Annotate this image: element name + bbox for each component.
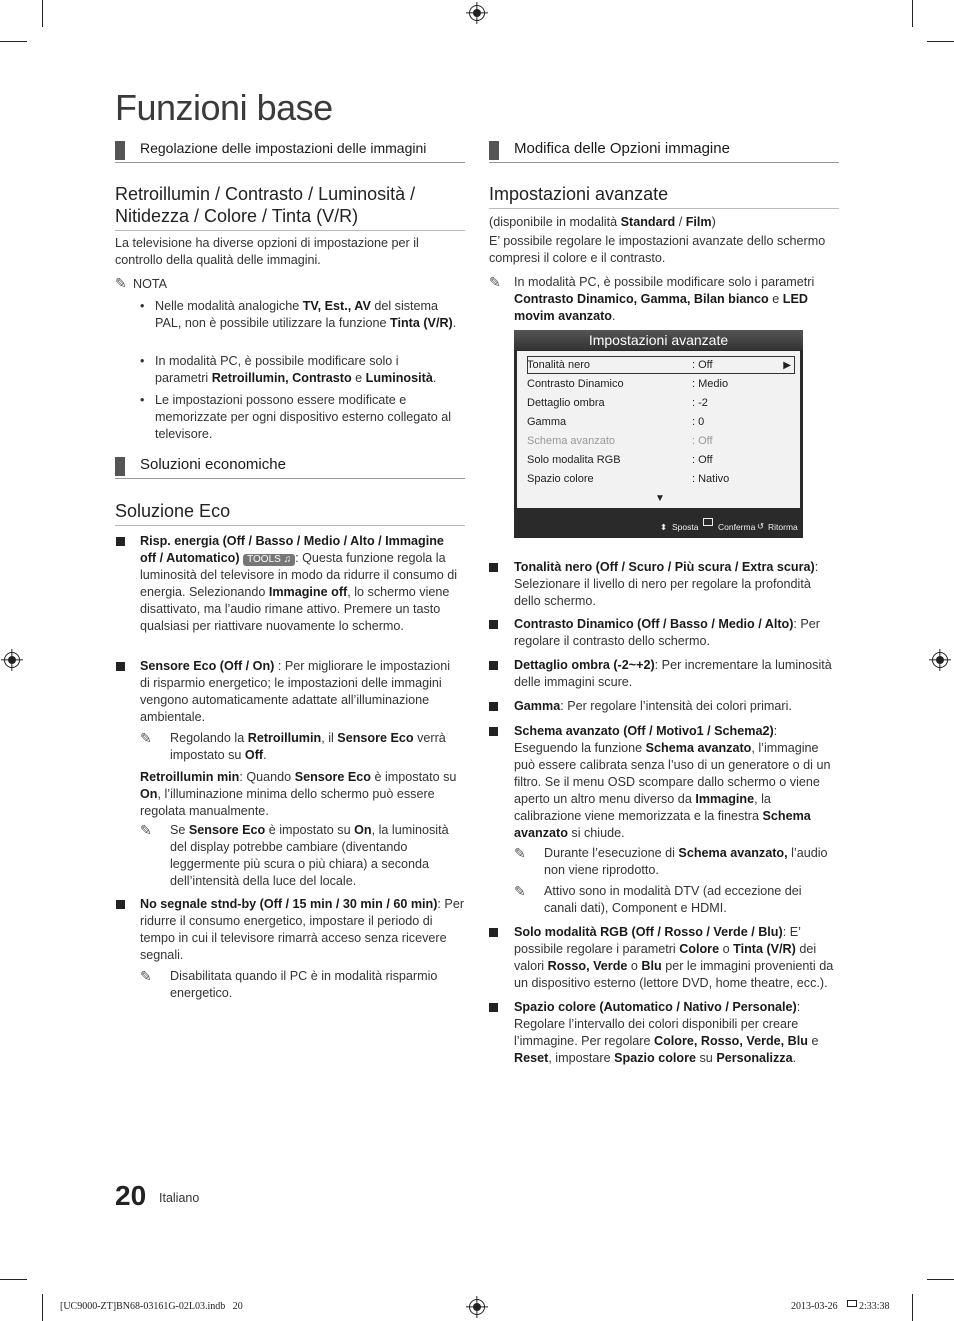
nota-item bbox=[140, 392, 458, 443]
eco-item-no-signal: No segnale stnd-by (Off / 15 min / 30 min / 60 min): Per ridurre il consumo energetico, impostare il periodo di tempo in cui il televisore rimarrà acceso senza ricevere segnali. bbox=[140, 897, 465, 962]
registration-mark-icon bbox=[932, 652, 948, 668]
subsection-title-retroillumin bbox=[115, 183, 465, 231]
bullet-square-icon bbox=[489, 1003, 498, 1012]
item-black-tone: Tonalità nero (Off / Scuro / Più scura / Extra scura): Selezionare il livello di nero per regolare la profondità dello schermo. bbox=[514, 560, 819, 608]
bullet-square-icon bbox=[116, 900, 125, 909]
crop-mark bbox=[42, 1294, 43, 1321]
eco-sensor-min: Retroillumin min: Quando Sensore Eco è impostato su On, l’illuminazione minima dello schermo può essere regolata manualmente. bbox=[140, 770, 457, 818]
advanced-pc-note: ✎ In modalità PC, è possibile modificare solo i parametri Contrasto Dinamico, Gamma, Bilan bianco e LED movim avanzato. bbox=[489, 274, 815, 323]
note-pencil-icon: ✎ bbox=[489, 274, 501, 290]
registration-mark-icon bbox=[469, 5, 485, 21]
no-signal-note: ✎ Disabilitata quando il PC è in modalità risparmio energetico. bbox=[140, 968, 438, 1000]
print-time: 2:33:38 bbox=[859, 1301, 890, 1312]
item-rgb-only: Solo modalità RGB (Off / Rosso / Verde / Blu): E’ possibile regolare i parametri Colore o Tinta (V/R) dei valori Rosso, Verde o Blu per le immagini provenienti da un dispositivo esterno (lettore DVD, home theatre, ecc.). bbox=[514, 925, 834, 990]
crop-mark bbox=[0, 41, 27, 42]
osd-title: Impostazioni avanzate bbox=[514, 330, 803, 350]
note-pencil-icon: ✎ bbox=[115, 275, 127, 291]
eco-sensor-note: ✎ Regolando la Retroillumin, il Sensore Eco verrà impostato su Off. bbox=[140, 730, 446, 762]
registration-mark-icon bbox=[4, 652, 20, 668]
nota-item bbox=[140, 353, 440, 387]
section-header-text: Regolazione delle impostazioni delle immagini bbox=[140, 140, 427, 156]
crop-mark bbox=[927, 1279, 954, 1280]
eco-item-energy-saving: Risp. energia (Off / Basso / Medio / Alto / Immagine off / Automatico) TOOLS ♫ : Questa funzione regola la luminosità del televisore in modo da ridurre il consumo di energia. Selezionando Immagine off, lo schermo viene disattivato, ma l’audio rimane attivo. Premere un tasto qualsiasi per riattivare nuovamente lo schermo. bbox=[140, 534, 458, 633]
crop-mark bbox=[927, 41, 954, 42]
nota-item-text: Le impostazioni possono essere modificate e memorizzate per ogni dispositivo esterno collegato al televisore. bbox=[155, 393, 452, 441]
bullet-square-icon bbox=[489, 928, 498, 937]
intro-paragraph: La televisione ha diverse opzioni di impostazione per il controllo della qualità delle immagini. bbox=[115, 236, 419, 267]
updown-arrow-icon: ⬍ bbox=[660, 522, 668, 532]
expert-pattern-note-2: ✎ Attivo sono in modalità DTV (ad eccezione dei canali dati), Component e HDMI. bbox=[514, 883, 802, 915]
section-header-text: Modifica delle Opzioni immagine bbox=[514, 140, 730, 157]
bullet-dot-icon: • bbox=[140, 299, 145, 313]
note-pencil-icon: ✎ bbox=[514, 845, 526, 861]
note-pencil-icon: ✎ bbox=[140, 822, 152, 838]
nota-label: NOTA bbox=[133, 277, 168, 291]
item-gamma: Gamma: Per regolare l’intensità dei colori primari. bbox=[514, 699, 792, 713]
title-line-2: Nitidezza / Colore / Tinta (V/R) bbox=[115, 206, 359, 226]
item-shadow-detail: Dettaglio ombra (-2~+2): Per incrementare la luminosità delle immagini scure. bbox=[514, 658, 832, 689]
bullet-square-icon bbox=[489, 620, 498, 629]
osd-row-expert-pattern: Schema avanzato : Off bbox=[527, 435, 713, 447]
item-expert-pattern: Schema avanzato (Off / Motivo1 / Schema2): Eseguendo la funzione Schema avanzato, l’immagine può essere calibrata senza l’uso di un generatore o di un filtro. Se il menu OSD scompare dallo schermo o viene aperto un altro menu diverso da Immagine, la calibrazione viene memorizzata e la finestra Schema avanzato si chiude. bbox=[514, 724, 831, 840]
subsection-title-eco: Soluzione Eco bbox=[115, 500, 465, 526]
nota-heading bbox=[115, 275, 315, 293]
print-file-info: [UC9000-ZT]BN68-03161G-02L03.indb 20 bbox=[60, 1301, 243, 1312]
note-pencil-icon: ✎ bbox=[140, 968, 152, 984]
nota-item bbox=[140, 298, 460, 332]
bullet-dot-icon: • bbox=[140, 354, 145, 368]
bullet-square-icon bbox=[489, 727, 498, 736]
nota-item-text: In modalità PC, è possibile modificare solo i parametri Retroillumin, Contrasto e Luminosità. bbox=[155, 354, 437, 385]
note-pencil-icon: ✎ bbox=[514, 883, 526, 899]
availability-text: (disponibile in modalità Standard / Film) bbox=[489, 215, 716, 229]
title-line-1: Retroillumin / Contrasto / Luminosità / bbox=[115, 184, 416, 204]
osd-row-black-tone[interactable]: Tonalità nero : Off ▶ bbox=[527, 356, 797, 375]
clock-icon bbox=[847, 1300, 857, 1307]
osd-footer bbox=[514, 510, 803, 538]
tools-button-icon: TOOLS ♫ bbox=[243, 554, 295, 566]
crop-mark bbox=[42, 0, 43, 27]
chapter-title: Funzioni base bbox=[115, 87, 333, 128]
section-header-image-settings bbox=[115, 139, 465, 163]
item-color-space: Spazio colore (Automatico / Nativo / Personale): Regolare l’intervallo dei colori disponibili per creare l’immagine. Per regolare Colore, Rosso, Verde, Blu e Reset, impostare Spazio colore su Personalizza. bbox=[514, 1000, 819, 1065]
bullet-square-icon bbox=[116, 662, 125, 671]
osd-row-dynamic-contrast[interactable]: Contrasto Dinamico : Medio bbox=[527, 378, 729, 390]
note-pencil-icon: ✎ bbox=[140, 730, 152, 746]
osd-panel bbox=[517, 351, 800, 508]
bullet-square-icon bbox=[489, 563, 498, 572]
section-bar bbox=[115, 141, 125, 160]
section-header-image-options bbox=[489, 139, 839, 163]
osd-row-shadow-detail[interactable]: Dettaglio ombra : -2 bbox=[527, 397, 708, 409]
subsection-title-advanced: Impostazioni avanzate bbox=[489, 183, 839, 209]
page-language: Italiano bbox=[159, 1191, 200, 1205]
bullet-square-icon bbox=[489, 702, 498, 711]
scroll-down-arrow-icon[interactable]: ▼ bbox=[655, 493, 665, 504]
osd-menu-advanced-settings bbox=[514, 330, 803, 538]
crop-mark bbox=[912, 1294, 913, 1321]
osd-row-color-space[interactable]: Spazio colore : Nativo bbox=[527, 473, 730, 485]
eco-item-eco-sensor: Sensore Eco (Off / On) : Per migliorare le impostazioni di risparmio energetico; le impostazioni delle immagini vengono automaticamente adattate all’illuminazione ambientale. bbox=[140, 659, 451, 724]
section-header-text: Soluzioni economiche bbox=[140, 456, 286, 473]
expert-pattern-note-1: ✎ Durante l’esecuzione di Schema avanzato, l’audio non viene riprodotto. bbox=[514, 845, 828, 877]
bullet-square-icon bbox=[489, 661, 498, 670]
osd-foot-confirm: Conferma bbox=[718, 522, 756, 532]
bullet-dot-icon: • bbox=[140, 393, 145, 407]
crop-mark bbox=[912, 0, 913, 27]
section-header-eco bbox=[115, 455, 465, 479]
return-icon: ↺ bbox=[757, 521, 765, 531]
osd-foot-return: Ritorma bbox=[768, 522, 798, 532]
enter-icon bbox=[703, 518, 713, 526]
eco-sensor-note-2: ✎ Se Sensore Eco è impostato su On, la luminosità del display potrebbe cambiare (diventando leggermente più scura o più chiara) a seconda dell’intensità della luce del locale. bbox=[140, 822, 449, 888]
osd-foot-move: Sposta bbox=[672, 522, 699, 532]
osd-row-rgb-only[interactable]: Solo modalita RGB : Off bbox=[527, 454, 713, 466]
crop-mark bbox=[0, 1279, 27, 1280]
print-date: 2013-03-26 bbox=[791, 1301, 838, 1312]
section-bar bbox=[489, 141, 499, 160]
item-dynamic-contrast: Contrasto Dinamico (Off / Basso / Medio / Alto): Per regolare il contrasto dello schermo. bbox=[514, 617, 821, 648]
registration-mark-icon bbox=[469, 1299, 485, 1315]
advanced-intro: E’ possibile regolare le impostazioni avanzate dello schermo compresi il colore e il contrasto. bbox=[489, 234, 826, 265]
bullet-square-icon bbox=[116, 537, 125, 546]
page-number: 20 bbox=[115, 1180, 147, 1211]
arrow-right-icon: ▶ bbox=[783, 360, 791, 371]
nota-item-text: Nelle modalità analogiche TV, Est., AV del sistema PAL, non è possibile utilizzare la funzione Tinta (V/R). bbox=[155, 299, 457, 330]
osd-row-gamma[interactable]: Gamma : 0 bbox=[527, 416, 705, 428]
section-bar bbox=[115, 457, 125, 476]
